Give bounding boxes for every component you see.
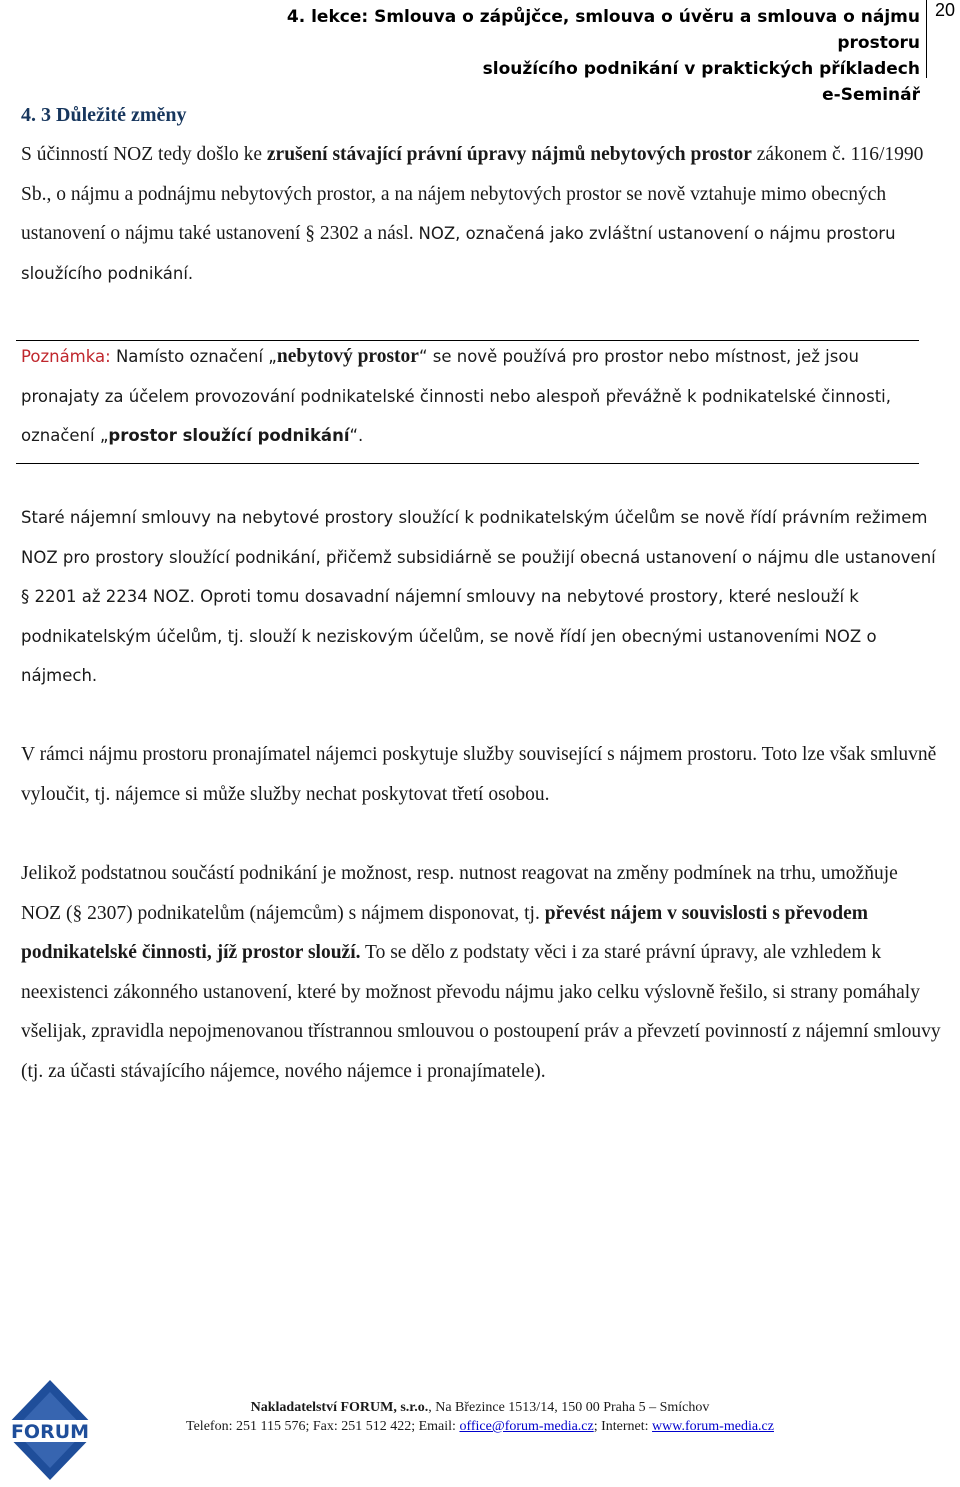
footer-contacts [100,1417,860,1436]
paragraph-services [21,735,941,814]
header-line-1: 4. lekce: Smlouva o zápůjčce, smlouva o úvěru a smlouva o nájmu prostoru [286,7,920,53]
p4-text-c: To se dělo z podstaty věci i za staré právní úpravy, ale vzhledem k neexistenci zákonného ustanovení, které by možnost převodu nájmu jako celku výslovně řešilo, si strany pomáhaly všelijak, zpravidla nepojmenovanou třístrannou smlouvou o postoupení práv a převzetí povinností z nájemní smlouvy (tj. za účasti stávajícího nájemce, nového nájemce i pronajímatele). [21,942,941,1082]
paragraph-old-contracts [21,498,941,696]
header-line-3: e-Seminář [822,85,920,105]
footer-address [100,1398,860,1417]
note-bottom-rule [16,463,919,464]
note-bold-1: nebytový prostor [276,346,419,367]
p2-text: Staré nájemní smlouvy na nebytové prostory sloužící k podnikatelským účelům se nově řídí právním režimem NOZ pro prostory sloužící podnikání, přičemž subsidiárně se použijí obecná ustanovení o nájmu dle ustanovení § 2201 až 2234 NOZ. Oproti tomu dosavadní nájemní smlouvy na nebytové prostory, které neslouží k podnikatelským účelům, tj. slouží k neziskovým účelům, se nově řídí jen obecnými ustanoveními NOZ o nájmech. [21,508,936,685]
footer-contacts-b: ; Internet: [593,1419,653,1434]
logo-text: FORUM [10,1421,90,1443]
p1-bold: zrušení stávající právní úpravy nájmů nebytových prostor [266,144,752,165]
footer-publisher: Nakladatelství FORUM, s.r.o. [250,1400,429,1415]
p3-text: V rámci nájmu prostoru pronajímatel nájemci poskytuje služby související s nájmem prostoru. Toto lze však smluvně vyloučit, tj. nájemce si může služby nechat poskytovat třetí osobou. [21,744,937,805]
page-number: 20 [926,0,960,78]
footer-web-link[interactable]: www.forum-media.cz [652,1419,774,1434]
note-text-a: Namísto označení „ [110,347,277,366]
p1-text-a: S účinností NOZ tedy došlo ke [21,144,267,165]
p4-bold: převést nájem v souvislosti s převodem podnikatelské činnosti, jíž prostor slouží. [21,902,869,963]
note-text-e: “. [349,426,364,445]
footer-contacts-a: Telefon: 251 115 576; Fax: 251 512 422; Email: [186,1419,460,1434]
running-header [240,4,920,108]
p1-text-d: NOZ, označená jako zvláštní ustanovení o nájmu prostoru sloužícího podnikání. [21,224,896,283]
footer-email-link[interactable]: office@forum-media.cz [459,1419,594,1434]
p4-text-a: Jelikož podstatnou součástí podnikání je možnost, resp. nutnost reagovat na změny podmínek na trhu, umožňuje NOZ (§ 2307) podnikatelům (nájemcům) s nájmem disponovat, tj. [21,863,898,924]
forum-logo-icon [0,1378,100,1482]
note-paragraph [21,337,921,456]
paragraph-intro [21,135,941,293]
note-text-c: “ se nově používá pro prostor nebo místnost, jež jsou pronajaty za účelem provozování podnikatelské činnosti nebo alespoň převážně k podnikatelské činnosti, označení „ [21,347,891,445]
note-bold-2: prostor sloužící podnikání [108,426,350,445]
forum-logo [0,1378,100,1482]
paragraph-transfer [21,854,941,1091]
footer-address-text: , Na Březince 1513/14, 150 00 Praha 5 – Smíchov [428,1400,710,1415]
note-label: Poznámka: [21,347,111,366]
section-title: 4. 3 Důležité změny [21,104,187,126]
header-line-2: sloužícího podnikání v praktických příkladech [482,59,920,79]
p1-text-c: zákonem č. 116/1990 Sb., o nájmu a podnájmu nebytových prostor, a na nájem nebytových prostor se nově vztahuje mimo obecných ustanovení o nájmu také ustanovení § 2302 a násl. [21,144,924,244]
